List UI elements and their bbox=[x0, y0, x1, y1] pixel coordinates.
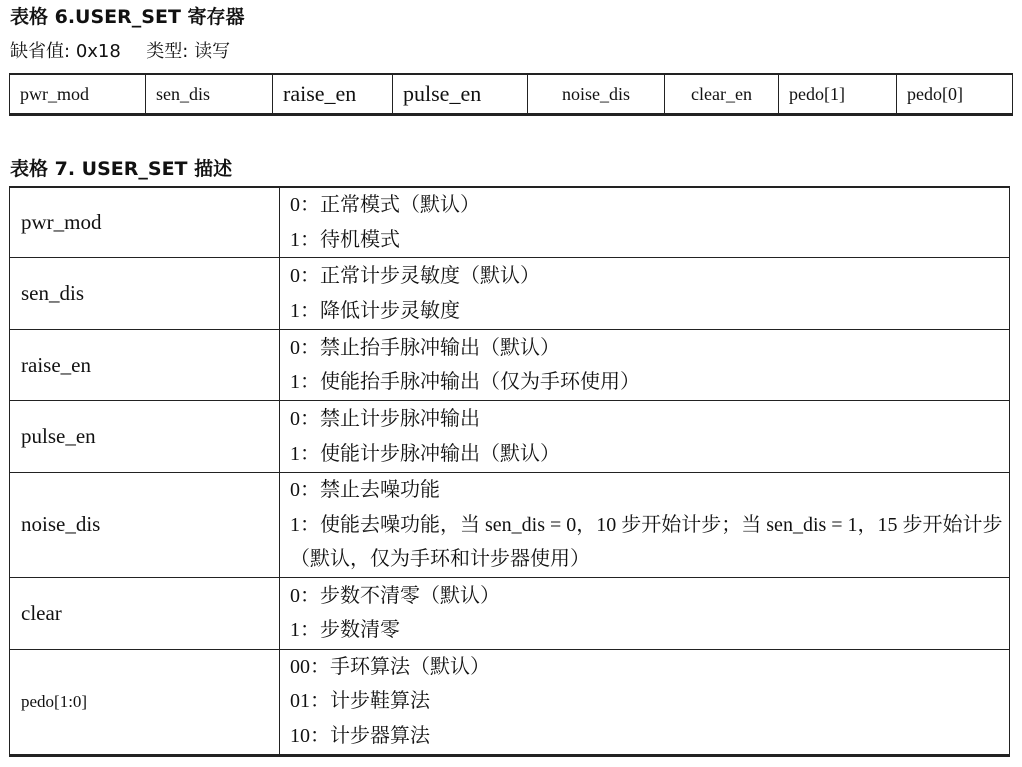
description-line: 1：步数清零 bbox=[290, 619, 400, 641]
field-name: noise_dis bbox=[10, 473, 280, 578]
field-description bbox=[280, 577, 1010, 649]
table-6-caption: 表格 6.USER_SET 寄存器 bbox=[10, 6, 245, 28]
description-line: 10：计步器算法 bbox=[290, 724, 430, 747]
description-line: 1：使能抬手脉冲输出（仅为手环使用） bbox=[290, 371, 640, 393]
bit-cell-0: pedo[0] bbox=[897, 74, 1013, 115]
register-defaults bbox=[10, 40, 230, 64]
register-bit-row bbox=[10, 74, 1013, 115]
table-row bbox=[10, 187, 1010, 258]
register-bit-table bbox=[9, 73, 1013, 116]
bit-cell-4: pulse_en bbox=[393, 74, 528, 115]
table-7-caption: 表格 7. USER_SET 描述 bbox=[10, 158, 233, 180]
table-row bbox=[10, 577, 1010, 649]
register-description-table bbox=[9, 186, 1010, 757]
field-name: pulse_en bbox=[10, 401, 280, 473]
field-name: pedo[1:0] bbox=[10, 649, 280, 755]
description-line: 0：正常计步灵敏度（默认） bbox=[290, 265, 540, 287]
bit-cell-7: pwr_mod bbox=[10, 74, 146, 115]
bit-cell-3: noise_dis bbox=[528, 74, 665, 115]
description-line: 1：待机模式 bbox=[290, 228, 400, 251]
description-line: 01：计步鞋算法 bbox=[290, 690, 430, 713]
description-line: 00：手环算法（默认） bbox=[290, 655, 490, 678]
field-description bbox=[280, 187, 1010, 258]
field-description bbox=[280, 330, 1010, 401]
default-value: 0x18 bbox=[75, 41, 121, 62]
description-line: 0：禁止抬手脉冲输出（默认） bbox=[290, 336, 560, 359]
field-name: clear bbox=[10, 577, 280, 649]
field-name: sen_dis bbox=[10, 258, 280, 330]
table-row bbox=[10, 401, 1010, 473]
bit-cell-2: clear_en bbox=[665, 74, 779, 115]
type-value: 读写 bbox=[194, 41, 231, 62]
description-line: 0：正常模式（默认） bbox=[290, 194, 480, 216]
description-line: 1：使能计步脉冲输出（默认） bbox=[290, 442, 560, 465]
table-row bbox=[10, 473, 1010, 578]
description-line: 0：禁止计步脉冲输出 bbox=[290, 408, 480, 430]
table-row bbox=[10, 258, 1010, 330]
table-row bbox=[10, 649, 1010, 755]
description-line: 1：降低计步灵敏度 bbox=[290, 299, 460, 322]
field-description bbox=[280, 473, 1010, 578]
bit-cell-5: raise_en bbox=[273, 74, 393, 115]
field-name: raise_en bbox=[10, 330, 280, 401]
table-row bbox=[10, 330, 1010, 401]
description-line: 0：禁止去噪功能 bbox=[290, 479, 440, 501]
type-label: 类型: bbox=[146, 41, 189, 62]
bit-cell-1: pedo[1] bbox=[779, 74, 897, 115]
default-label: 缺省值: bbox=[10, 41, 71, 62]
bit-cell-6: sen_dis bbox=[146, 74, 273, 115]
field-description bbox=[280, 401, 1010, 473]
description-line: 0：步数不清零（默认） bbox=[290, 584, 500, 607]
field-description bbox=[280, 649, 1010, 755]
description-line: 1：使能去噪功能，当 sen_dis = 0，10 步开始计步；当 sen_dis = 1，15 步开始计步（默认，仅为手环和计步器使用） bbox=[290, 513, 1003, 570]
field-description bbox=[280, 258, 1010, 330]
field-name: pwr_mod bbox=[10, 187, 280, 258]
